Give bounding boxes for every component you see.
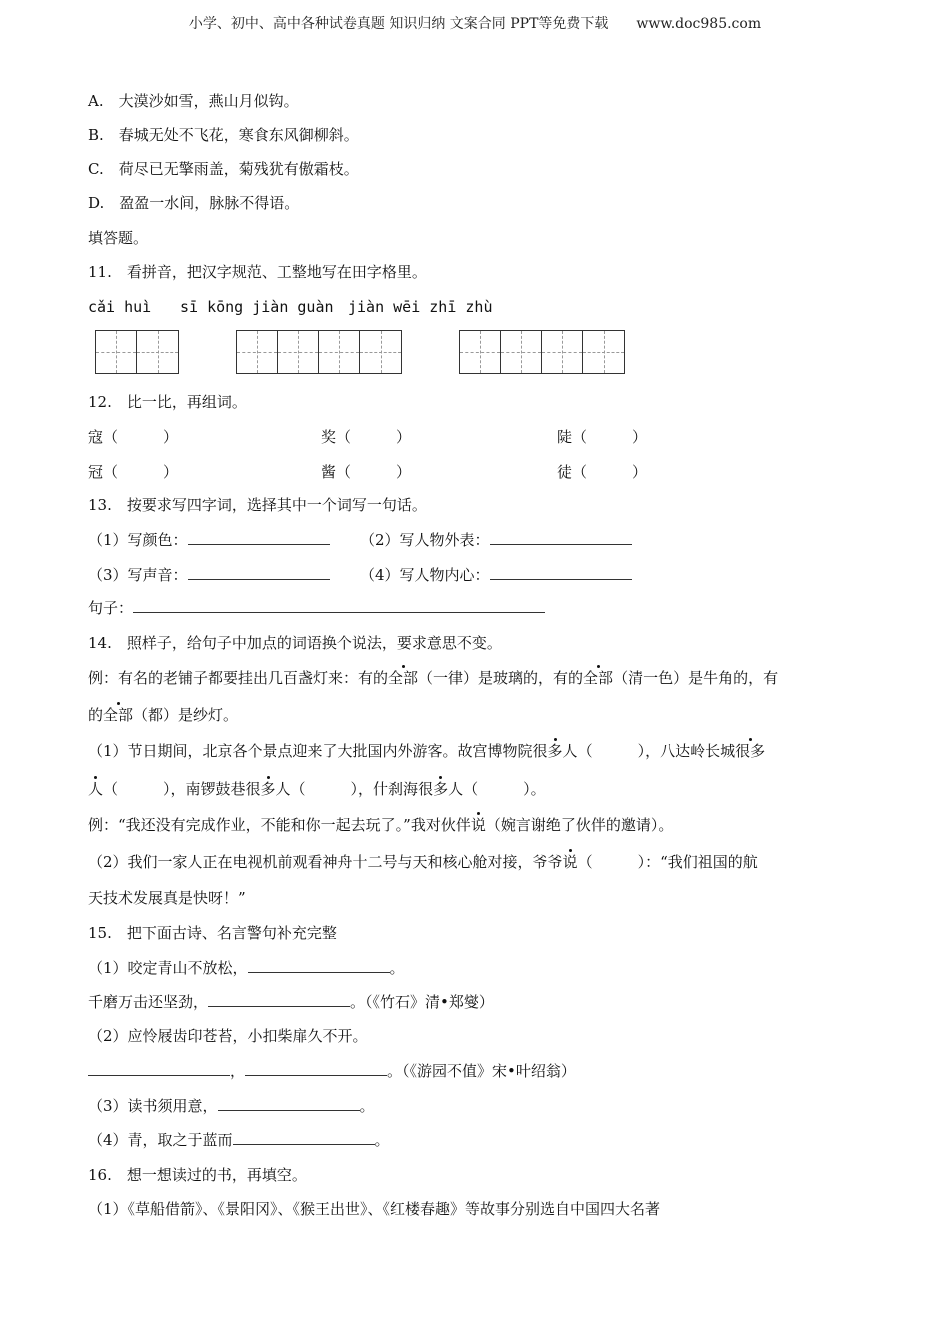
grid-cell[interactable] xyxy=(542,331,583,373)
q14-part-1-cont: 人（ ），南锣鼓巷很多人（ ），什刹海很多人（ ）。 xyxy=(88,780,546,798)
q13-item-4: （4）写人物内心： xyxy=(360,566,490,584)
answer-blank[interactable] xyxy=(218,1096,360,1111)
grid-cell[interactable] xyxy=(360,331,401,373)
tianzi-grid-1[interactable] xyxy=(95,330,179,374)
q12-title: 12. 比一比，再组词。 xyxy=(88,393,247,411)
option-a: A. 大漠沙如雪，燕山月似钩。 xyxy=(88,92,299,110)
tianzi-grid-2[interactable] xyxy=(236,330,402,374)
q14-part-2: （2）我们一家人正在电视机前观看神舟十二号与天和核心舱对接，爷爷说（ ）：“我们祖国的航 xyxy=(88,853,758,871)
answer-blank[interactable] xyxy=(248,958,390,973)
q11-title: 11. 看拼音，把汉字规范、工整地写在田字格里。 xyxy=(88,263,427,281)
q14-part-1: （1）节日期间，北京各个景点迎来了大批国内外游客。故宫博物院很多人（ ），八达岭长城很多 xyxy=(88,742,766,760)
q16-title: 16. 想一想读过的书，再填空。 xyxy=(88,1166,307,1184)
q12-item-guan[interactable]: 冠（ ） xyxy=(88,463,179,481)
answer-blank[interactable] xyxy=(233,1130,375,1145)
answer-blank[interactable] xyxy=(88,1061,230,1076)
answer-blank[interactable] xyxy=(188,530,330,545)
q14-title: 14. 照样子，给句子中加点的词语换个说法，要求意思不变。 xyxy=(88,634,502,652)
pinyin-2: sī kōng jiàn guàn xyxy=(180,298,334,316)
grid-cell[interactable] xyxy=(501,331,542,373)
q15-line-6: （4）青，取之于蓝而 。 xyxy=(88,1131,390,1149)
q15-line-1: （1）咬定青山不放松， 。 xyxy=(88,959,405,977)
option-d: D. 盈盈一水间，脉脉不得语。 xyxy=(88,194,300,212)
grid-cell[interactable] xyxy=(278,331,319,373)
q14-example-2: 例：“我还没有完成作业，不能和你一起去玩了。”我对伙伴说（婉言谢绝了伙伴的邀请）。 xyxy=(88,816,674,834)
q12-item-jiang[interactable]: 奖（ ） xyxy=(321,428,412,446)
grid-cell[interactable] xyxy=(96,331,137,373)
q12-item-jiang2[interactable]: 酱（ ） xyxy=(321,463,412,481)
q14-example-1: 例：有名的老铺子都要挂出几百盏灯来：有的全部（一律）是玻璃的，有的全部（清一色）是牛角的，有 xyxy=(88,669,779,687)
grid-cell[interactable] xyxy=(137,331,178,373)
q15-line-5: （3）读书须用意， 。 xyxy=(88,1097,375,1115)
q15-line-4: ， 。（《游园不值》宋•叶绍翁） xyxy=(88,1061,576,1081)
grid-cell[interactable] xyxy=(319,331,360,373)
page-header: 小学、初中、高中各种试卷真题 知识归纳 文案合同 PPT等免费下载 www.doc985.com xyxy=(188,16,762,32)
answer-blank[interactable] xyxy=(490,530,632,545)
q13-item-1: （1）写颜色： xyxy=(88,531,188,549)
option-b: B. 春城无处不飞花，寒食东风御柳斜。 xyxy=(88,126,359,144)
answer-blank[interactable] xyxy=(188,565,330,580)
tianzi-grid-3[interactable] xyxy=(459,330,625,374)
q12-item-dou[interactable]: 陡（ ） xyxy=(557,428,648,446)
pinyin-3: jiàn wēi zhī zhù xyxy=(348,298,493,316)
q13-item-2: （2）写人物外表： xyxy=(360,531,490,549)
option-c: C. 荷尽已无擎雨盖，菊残犹有傲霜枝。 xyxy=(88,160,359,178)
grid-cell[interactable] xyxy=(583,331,624,373)
answer-blank[interactable] xyxy=(490,565,632,580)
q15-line-2: 千磨万击还坚劲， 。（《竹石》清•郑燮） xyxy=(88,993,494,1011)
grid-cell[interactable] xyxy=(460,331,501,373)
q12-item-kou[interactable]: 寇（ ） xyxy=(88,428,179,446)
q15-title: 15. 把下面古诗、名言警句补充完整 xyxy=(88,924,337,942)
pinyin-1: cǎi huì xyxy=(88,298,152,316)
q13-title: 13. 按要求写四字词，选择其中一个词写一句话。 xyxy=(88,496,427,514)
q15-line-3: （2）应怜屐齿印苍苔，小扣柴扉久不开。 xyxy=(88,1027,368,1045)
q14-part-2-cont: 天技术发展真是快呀！” xyxy=(88,889,246,907)
grid-cell[interactable] xyxy=(237,331,278,373)
q16-line-1: （1）《草船借箭》、《景阳冈》、《猴王出世》、《红楼春趣》等故事分别选自中国四大名著 xyxy=(88,1200,661,1218)
answer-blank[interactable] xyxy=(208,992,350,1007)
q13-sentence-label: 句子： xyxy=(88,599,134,617)
q12-item-tu[interactable]: 徒（ ） xyxy=(557,463,648,481)
q14-example-1-cont: 的全部（都）是纱灯。 xyxy=(88,706,239,724)
section-fill-heading: 填答题。 xyxy=(88,229,149,247)
q13-item-3: （3）写声音： xyxy=(88,566,188,584)
answer-blank[interactable] xyxy=(245,1061,387,1076)
sentence-blank[interactable] xyxy=(133,598,545,613)
